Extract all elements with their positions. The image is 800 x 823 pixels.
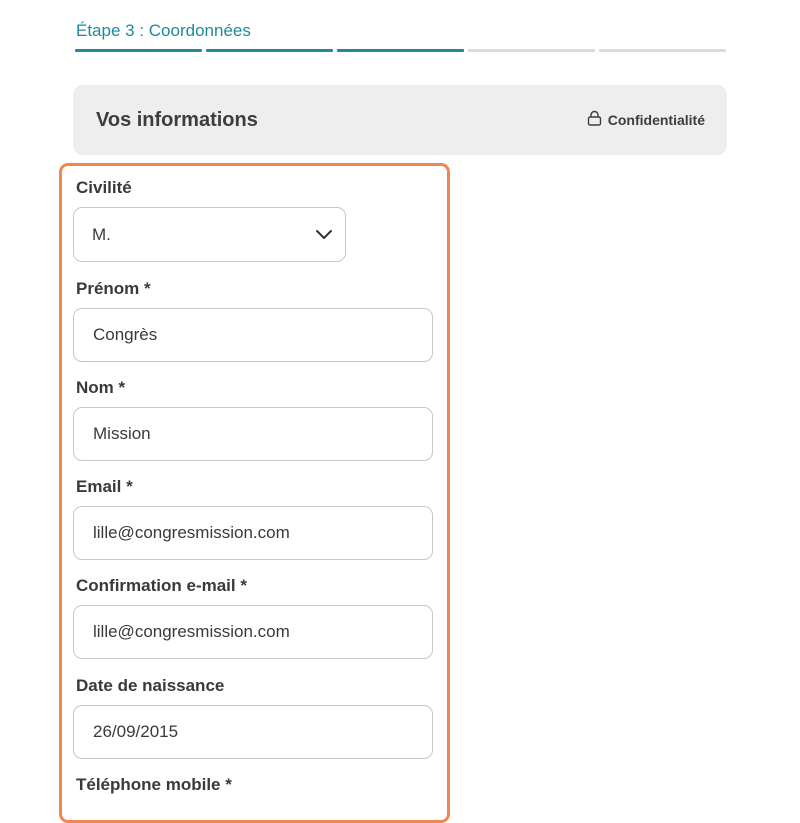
progress-segment bbox=[468, 49, 595, 52]
email-input[interactable] bbox=[73, 506, 433, 560]
mobile-label: Téléphone mobile * bbox=[76, 775, 232, 794]
civility-select[interactable] bbox=[73, 207, 346, 262]
civility-label: Civilité bbox=[76, 178, 132, 197]
progress-segment bbox=[206, 49, 333, 52]
last-name-value: Mission bbox=[93, 424, 151, 443]
first-name-value: Congrès bbox=[93, 325, 158, 344]
lock-icon bbox=[587, 110, 602, 131]
email-confirm-value: lille@congresmission.com bbox=[93, 622, 290, 641]
email-label: Email * bbox=[76, 477, 133, 496]
birth-date-label: Date de naissance bbox=[76, 676, 225, 695]
privacy-link[interactable] bbox=[587, 110, 705, 131]
privacy-label: Confidentialité bbox=[607, 112, 705, 128]
last-name-input[interactable] bbox=[73, 407, 433, 461]
chevron-down-icon bbox=[315, 225, 333, 245]
first-name-input[interactable] bbox=[73, 308, 433, 362]
civility-value: M. bbox=[92, 224, 111, 244]
progress-segment bbox=[599, 49, 726, 52]
progress-segment bbox=[75, 49, 202, 52]
progress-segment bbox=[337, 49, 464, 52]
email-confirm-input[interactable] bbox=[73, 605, 433, 659]
step-title: Étape 3 : Coordonnées bbox=[76, 21, 251, 40]
section-header bbox=[73, 85, 727, 155]
email-confirm-label: Confirmation e-mail * bbox=[76, 576, 247, 595]
email-value: lille@congresmission.com bbox=[93, 523, 290, 542]
first-name-label: Prénom * bbox=[76, 279, 151, 298]
step-progress-bar bbox=[75, 49, 726, 52]
section-title: Vos informations bbox=[96, 108, 258, 131]
birth-date-input[interactable] bbox=[73, 705, 433, 759]
last-name-label: Nom * bbox=[76, 378, 126, 397]
birth-date-value: 26/09/2015 bbox=[93, 722, 179, 741]
